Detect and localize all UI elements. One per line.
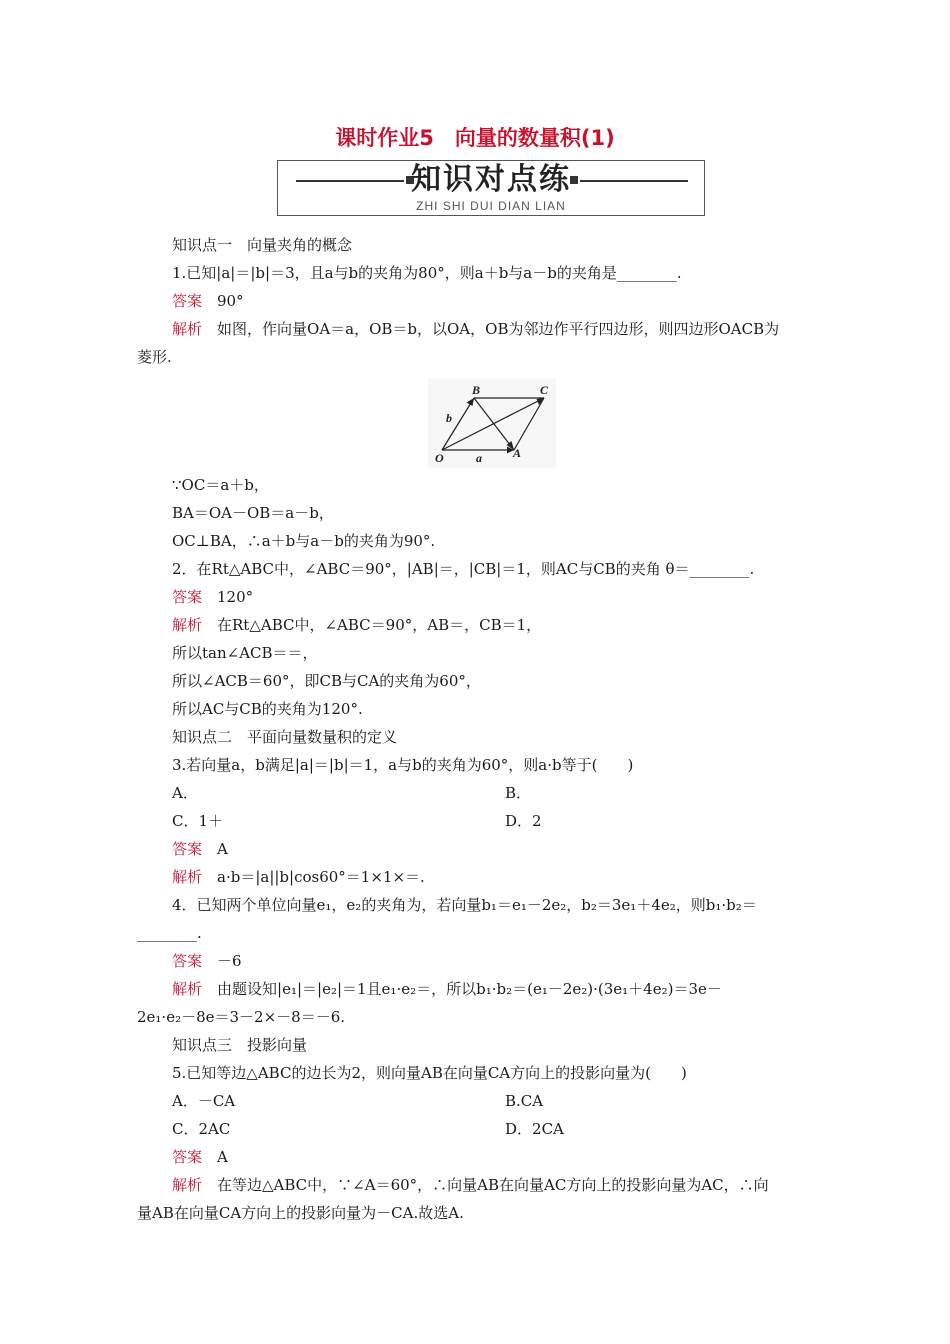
answer-row — [172, 587, 253, 607]
proof-line-3: OC⊥BA，∴a＋b与a－b的夹角为90°. — [172, 532, 436, 550]
analysis-label: 解析 — [172, 320, 203, 338]
section-heading-1: 知识点一 向量夹角的概念 — [172, 236, 353, 254]
analysis-row — [172, 319, 779, 339]
answer-text: －6 — [202, 952, 242, 970]
section-heading-3: 知识点三 投影向量 — [172, 1036, 308, 1054]
option-D: D．2CA — [505, 1120, 564, 1138]
answer-row — [172, 1147, 228, 1167]
analysis-text: a·b＝|a||b|cos60°＝1×1×＝. — [202, 868, 425, 886]
question-2: 2．在Rt△ABC中，∠ABC＝90°，|AB|＝，|CB|＝1，则AC与CB的夹角 θ＝________. — [172, 560, 755, 578]
question-4-blank: ________. — [137, 924, 202, 942]
answer-row — [172, 839, 228, 859]
banner-subtitle: ZHI SHI DUI DIAN LIAN — [416, 199, 566, 213]
analysis-line: 所以AC与CB的夹角为120°. — [172, 700, 363, 718]
analysis-label: 解析 — [172, 1176, 203, 1194]
answer-row — [172, 951, 242, 971]
parallelogram-figure — [428, 378, 556, 468]
analysis-line: 所以∠ACB＝60°，即CB与CA的夹角为60°， — [172, 672, 481, 690]
section-banner — [277, 160, 705, 216]
option-C: C．2AC — [172, 1120, 231, 1138]
page-title: 课时作业5 向量的数量积(1) — [335, 126, 615, 150]
analysis-label: 解析 — [172, 980, 203, 998]
label-a: a — [476, 451, 482, 465]
label-b: b — [446, 411, 452, 425]
proof-line-2: BA＝OA－OB＝a－b， — [172, 504, 334, 522]
question-3: 3.若向量a，b满足|a|＝|b|＝1，a与b的夹角为60°，则a·b等于( ) — [172, 756, 634, 774]
answer-label: 答案 — [172, 292, 203, 310]
section-heading-2: 知识点二 平面向量数量积的定义 — [172, 728, 398, 746]
label-O: O — [435, 451, 444, 465]
answer-text: 90° — [202, 292, 244, 310]
answer-label: 答案 — [172, 1148, 203, 1166]
analysis-text: 如图，作向量OA＝a，OB＝b，以OA，OB为邻边作平行四边形，则四边形OACB为 — [202, 320, 780, 338]
option-B: B.CA — [505, 1092, 544, 1110]
option-A: A． — [172, 784, 198, 802]
analysis-label: 解析 — [172, 616, 203, 634]
analysis-text: 在Rt△ABC中，∠ABC＝90°，AB＝，CB＝1， — [202, 616, 542, 634]
option-A: A．－CA — [172, 1092, 236, 1110]
proof-line-1: ∵OC＝a＋b， — [172, 476, 269, 494]
option-B: B． — [505, 784, 532, 802]
answer-label: 答案 — [172, 952, 203, 970]
question-4: 4．已知两个单位向量e₁，e₂的夹角为，若向量b₁＝e₁－2e₂，b₂＝3e₁＋4e₂，则b₁·b₂＝ — [172, 896, 757, 914]
answer-label: 答案 — [172, 588, 203, 606]
answer-label: 答案 — [172, 840, 203, 858]
analysis-line: 所以tan∠ACB＝＝， — [172, 644, 318, 662]
analysis-row — [172, 1175, 769, 1195]
analysis-continuation: 2e₁·e₂－8e＝3－2×－8＝－6. — [137, 1008, 346, 1026]
label-C: C — [540, 383, 549, 397]
question-1: 1.已知|a|＝|b|＝3，且a与b的夹角为80°，则a＋b与a－b的夹角是________. — [172, 264, 682, 282]
analysis-text: 由题设知|e₁|＝|e₂|＝1且e₁·e₂＝，所以b₁·b₂＝(e₁－2e₂)·(3e₁＋4e₂)＝3e－ — [202, 980, 722, 998]
label-B: B — [472, 383, 481, 397]
analysis-row — [172, 615, 541, 635]
option-C: C．1＋ — [172, 812, 224, 830]
analysis-continuation: 菱形. — [137, 348, 172, 366]
analysis-label: 解析 — [172, 868, 203, 886]
answer-text: A — [202, 840, 228, 858]
label-A: A — [513, 446, 522, 460]
answer-text: 120° — [202, 588, 254, 606]
answer-row — [172, 291, 244, 311]
analysis-row — [172, 979, 722, 999]
answer-text: A — [202, 1148, 228, 1166]
analysis-row — [172, 867, 425, 887]
parallelogram-diagram — [428, 378, 556, 468]
analysis-text: 在等边△ABC中，∵∠A＝60°，∴向量AB在向量AC方向上的投影向量为AC，∴向 — [202, 1176, 769, 1194]
question-5: 5.已知等边△ABC的边长为2，则向量AB在向量CA方向上的投影向量为( ) — [172, 1064, 687, 1082]
option-D: D．2 — [505, 812, 542, 830]
analysis-continuation: 量AB在向量CA方向上的投影向量为－CA.故选A. — [137, 1204, 464, 1222]
banner-title: 知识对点练 — [411, 162, 571, 197]
